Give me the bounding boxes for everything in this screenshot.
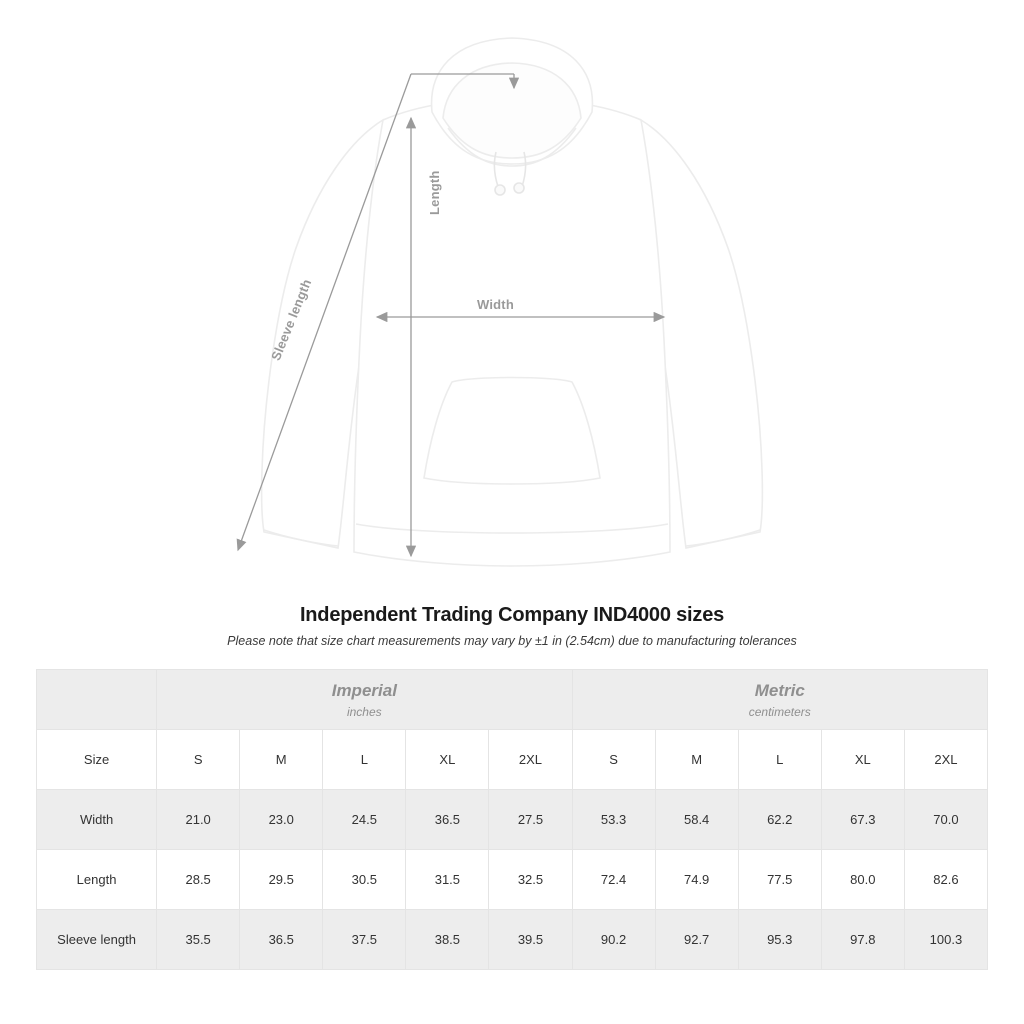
cell-sleeve-metric-m: 92.7 bbox=[655, 910, 738, 970]
size-header-imperial-2xl: 2XL bbox=[489, 730, 572, 790]
cell-sleeve-imperial-s: 35.5 bbox=[157, 910, 240, 970]
cell-width-imperial-s: 21.0 bbox=[157, 790, 240, 850]
size-header-imperial-m: M bbox=[240, 730, 323, 790]
cell-width-metric-l: 62.2 bbox=[738, 790, 821, 850]
size-header-metric-m: M bbox=[655, 730, 738, 790]
group-header-blank-cell bbox=[37, 670, 157, 730]
cell-length-metric-xl: 80.0 bbox=[821, 850, 904, 910]
size-table bbox=[36, 669, 988, 970]
group-header-imperial bbox=[157, 670, 572, 730]
cell-width-imperial-m: 23.0 bbox=[240, 790, 323, 850]
cell-sleeve-imperial-m: 36.5 bbox=[240, 910, 323, 970]
length-label: Length bbox=[427, 170, 442, 215]
size-header-metric-xl: XL bbox=[821, 730, 904, 790]
cell-sleeve-metric-s: 90.2 bbox=[572, 910, 655, 970]
group-subtitle-imperial: inches bbox=[346, 704, 382, 719]
size-header-metric-l: L bbox=[738, 730, 821, 790]
cell-sleeve-imperial-xl: 38.5 bbox=[406, 910, 489, 970]
cell-sleeve-metric-xl: 97.8 bbox=[821, 910, 904, 970]
table-row bbox=[37, 910, 988, 970]
cell-length-metric-l: 77.5 bbox=[738, 850, 821, 910]
size-header-imperial-xl: XL bbox=[406, 730, 489, 790]
size-header-imperial-l: L bbox=[323, 730, 406, 790]
tolerance-note: Please note that size chart measurements may vary by ±1 in (2.54cm) due to manufacturing tolerances bbox=[227, 634, 797, 648]
table-row bbox=[37, 790, 988, 850]
cell-width-metric-2xl: 70.0 bbox=[904, 790, 987, 850]
size-header-label: Size bbox=[37, 730, 157, 790]
cell-width-metric-m: 58.4 bbox=[655, 790, 738, 850]
chart-heading bbox=[0, 604, 1024, 648]
size-header-metric-s: S bbox=[572, 730, 655, 790]
row-label-length: Length bbox=[37, 850, 157, 910]
table-row bbox=[37, 850, 988, 910]
group-title-metric: Metric bbox=[754, 681, 805, 701]
cell-width-imperial-l: 24.5 bbox=[323, 790, 406, 850]
cell-length-imperial-2xl: 32.5 bbox=[489, 850, 572, 910]
size-header-imperial-s: S bbox=[157, 730, 240, 790]
cell-length-imperial-s: 28.5 bbox=[157, 850, 240, 910]
cell-sleeve-metric-2xl: 100.3 bbox=[904, 910, 987, 970]
page-title: Independent Trading Company IND4000 sizes bbox=[299, 604, 725, 626]
group-subtitle-metric: centimeters bbox=[748, 704, 811, 719]
cell-width-metric-s: 53.3 bbox=[572, 790, 655, 850]
size-header-row bbox=[37, 730, 988, 790]
size-header-metric-2xl: 2XL bbox=[904, 730, 987, 790]
sleeve-length-label: Sleeve length bbox=[268, 276, 315, 363]
group-title-imperial: Imperial bbox=[331, 681, 397, 701]
unit-group-header-row bbox=[37, 670, 988, 730]
size-table-wrapper bbox=[36, 669, 988, 970]
cell-width-imperial-xl: 36.5 bbox=[406, 790, 489, 850]
group-header-metric bbox=[572, 670, 987, 730]
cell-sleeve-imperial-l: 37.5 bbox=[323, 910, 406, 970]
cell-sleeve-metric-l: 95.3 bbox=[738, 910, 821, 970]
cell-length-imperial-m: 29.5 bbox=[240, 850, 323, 910]
cell-width-metric-xl: 67.3 bbox=[821, 790, 904, 850]
row-label-width: Width bbox=[37, 790, 157, 850]
cell-length-metric-2xl: 82.6 bbox=[904, 850, 987, 910]
row-label-sleeve-length: Sleeve length bbox=[37, 910, 157, 970]
cell-width-imperial-2xl: 27.5 bbox=[489, 790, 572, 850]
cell-length-imperial-l: 30.5 bbox=[323, 850, 406, 910]
cell-sleeve-imperial-2xl: 39.5 bbox=[489, 910, 572, 970]
width-label: Width bbox=[477, 297, 514, 312]
cell-length-metric-m: 74.9 bbox=[655, 850, 738, 910]
cell-length-imperial-xl: 31.5 bbox=[406, 850, 489, 910]
cell-length-metric-s: 72.4 bbox=[572, 850, 655, 910]
